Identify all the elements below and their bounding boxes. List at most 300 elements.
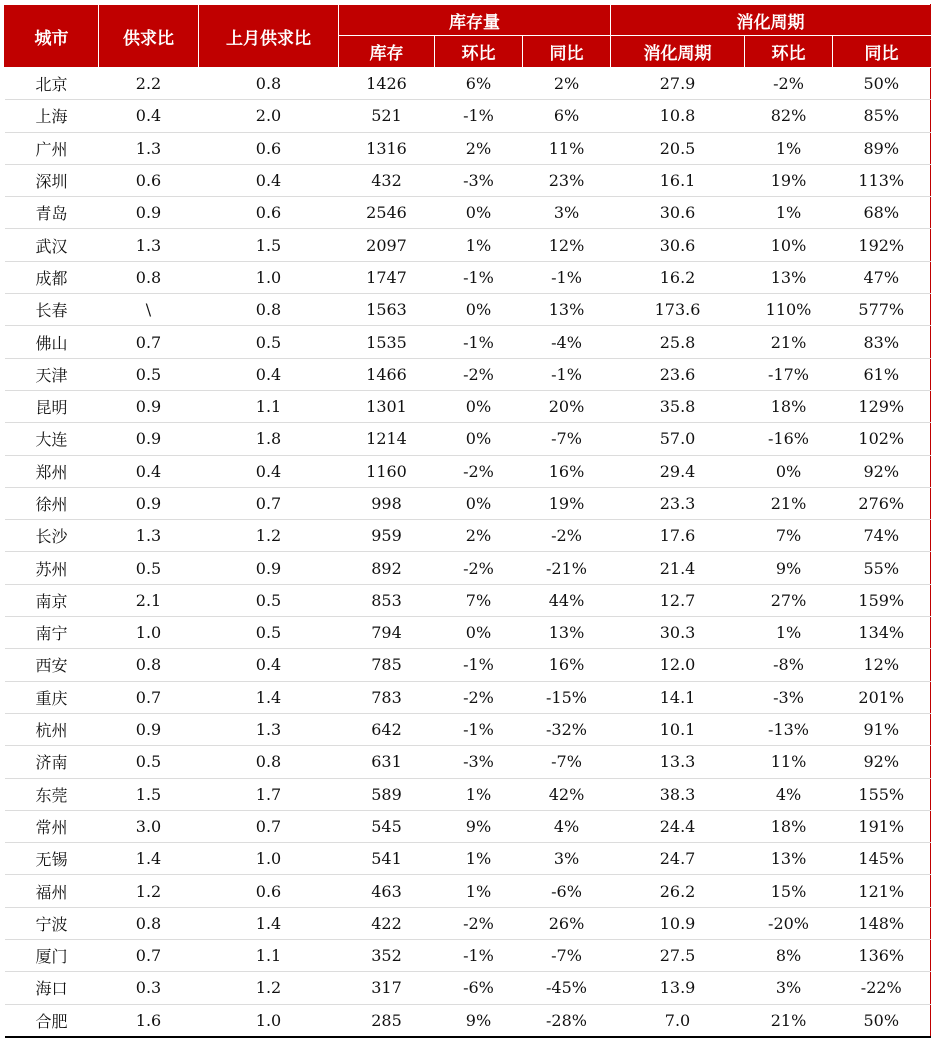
- header-city[interactable]: 城市: [5, 5, 99, 68]
- cell-inventory-mom: -2%: [435, 455, 523, 487]
- cell-digest-period: 16.1: [611, 164, 745, 196]
- cell-digest-yoy: 136%: [833, 940, 931, 972]
- cell-inventory: 1747: [339, 261, 435, 293]
- cell-inventory-yoy: -1%: [523, 261, 611, 293]
- cell-inventory: 785: [339, 649, 435, 681]
- cell-city: 南京: [5, 584, 99, 616]
- cell-inventory-mom: 1%: [435, 778, 523, 810]
- cell-supply-demand: 0.9: [99, 713, 199, 745]
- cell-inventory: 1301: [339, 390, 435, 422]
- cell-city: 重庆: [5, 681, 99, 713]
- cell-digest-period: 10.1: [611, 713, 745, 745]
- header-inventory-yoy[interactable]: 同比: [523, 36, 611, 68]
- cell-digest-yoy: 91%: [833, 713, 931, 745]
- table-row: [5, 487, 931, 519]
- cell-inventory-mom: 9%: [435, 1004, 523, 1037]
- cell-inventory-yoy: -1%: [523, 358, 611, 390]
- table-row: [5, 390, 931, 422]
- cell-last-month-supply-demand: 1.0: [199, 1004, 339, 1037]
- table-row: [5, 261, 931, 293]
- cell-last-month-supply-demand: 0.6: [199, 132, 339, 164]
- cell-supply-demand: 0.8: [99, 261, 199, 293]
- cell-digest-yoy: -22%: [833, 972, 931, 1004]
- cell-city: 郑州: [5, 455, 99, 487]
- cell-digest-yoy: 121%: [833, 875, 931, 907]
- table-row: [5, 843, 931, 875]
- cell-city: 长春: [5, 294, 99, 326]
- cell-digest-yoy: 201%: [833, 681, 931, 713]
- table-row: [5, 164, 931, 196]
- cell-city: 无锡: [5, 843, 99, 875]
- cell-inventory-yoy: 23%: [523, 164, 611, 196]
- table-row: [5, 972, 931, 1004]
- cell-inventory-yoy: 3%: [523, 197, 611, 229]
- cell-inventory-yoy: 12%: [523, 229, 611, 261]
- cell-digest-period: 10.8: [611, 100, 745, 132]
- cell-inventory-mom: -3%: [435, 164, 523, 196]
- table-row: [5, 68, 931, 100]
- cell-city: 佛山: [5, 326, 99, 358]
- cell-inventory: 1426: [339, 68, 435, 100]
- cell-last-month-supply-demand: 0.5: [199, 326, 339, 358]
- cell-city: 长沙: [5, 520, 99, 552]
- cell-last-month-supply-demand: 0.8: [199, 68, 339, 100]
- cell-inventory-mom: -1%: [435, 326, 523, 358]
- cell-digest-period: 30.3: [611, 617, 745, 649]
- cell-supply-demand: 0.9: [99, 423, 199, 455]
- cell-inventory: 998: [339, 487, 435, 519]
- cell-last-month-supply-demand: 0.4: [199, 358, 339, 390]
- header-inventory-mom[interactable]: 环比: [435, 36, 523, 68]
- cell-digest-yoy: 129%: [833, 390, 931, 422]
- cell-digest-mom: -3%: [745, 681, 833, 713]
- cell-inventory-mom: 1%: [435, 843, 523, 875]
- table-container: [4, 4, 931, 1038]
- cell-inventory-mom: -2%: [435, 358, 523, 390]
- cell-inventory-mom: 9%: [435, 810, 523, 842]
- table-row: [5, 875, 931, 907]
- cell-digest-yoy: 145%: [833, 843, 931, 875]
- cell-digest-period: 24.4: [611, 810, 745, 842]
- city-housing-table: [4, 4, 931, 1038]
- cell-inventory-mom: -1%: [435, 713, 523, 745]
- cell-inventory: 853: [339, 584, 435, 616]
- cell-digest-yoy: 12%: [833, 649, 931, 681]
- header-digest-mom[interactable]: 环比: [745, 36, 833, 68]
- cell-supply-demand: 0.5: [99, 746, 199, 778]
- cell-digest-yoy: 61%: [833, 358, 931, 390]
- cell-last-month-supply-demand: 1.2: [199, 972, 339, 1004]
- cell-digest-mom: 1%: [745, 132, 833, 164]
- cell-inventory-mom: -1%: [435, 940, 523, 972]
- table-body: [5, 68, 931, 1037]
- cell-inventory-mom: 2%: [435, 132, 523, 164]
- cell-city: 武汉: [5, 229, 99, 261]
- cell-supply-demand: \: [99, 294, 199, 326]
- cell-inventory: 285: [339, 1004, 435, 1037]
- cell-inventory: 2546: [339, 197, 435, 229]
- cell-digest-period: 25.8: [611, 326, 745, 358]
- cell-supply-demand: 0.4: [99, 455, 199, 487]
- cell-inventory-yoy: 11%: [523, 132, 611, 164]
- cell-digest-period: 20.5: [611, 132, 745, 164]
- cell-inventory-mom: -2%: [435, 552, 523, 584]
- cell-inventory-mom: -2%: [435, 681, 523, 713]
- cell-inventory-mom: 0%: [435, 423, 523, 455]
- cell-digest-mom: 8%: [745, 940, 833, 972]
- cell-supply-demand: 0.7: [99, 940, 199, 972]
- cell-digest-period: 21.4: [611, 552, 745, 584]
- cell-digest-period: 12.0: [611, 649, 745, 681]
- cell-inventory: 631: [339, 746, 435, 778]
- cell-digest-period: 27.5: [611, 940, 745, 972]
- cell-last-month-supply-demand: 0.6: [199, 197, 339, 229]
- cell-last-month-supply-demand: 1.5: [199, 229, 339, 261]
- cell-supply-demand: 0.5: [99, 552, 199, 584]
- cell-last-month-supply-demand: 0.7: [199, 487, 339, 519]
- cell-digest-yoy: 68%: [833, 197, 931, 229]
- cell-digest-period: 27.9: [611, 68, 745, 100]
- cell-digest-mom: 21%: [745, 1004, 833, 1037]
- cell-inventory: 1563: [339, 294, 435, 326]
- cell-inventory-yoy: 6%: [523, 100, 611, 132]
- cell-digest-yoy: 89%: [833, 132, 931, 164]
- cell-city: 西安: [5, 649, 99, 681]
- cell-inventory-mom: -1%: [435, 649, 523, 681]
- cell-city: 青岛: [5, 197, 99, 229]
- cell-digest-period: 13.3: [611, 746, 745, 778]
- cell-digest-mom: -16%: [745, 423, 833, 455]
- cell-inventory-mom: 0%: [435, 487, 523, 519]
- cell-digest-mom: 18%: [745, 390, 833, 422]
- cell-digest-period: 10.9: [611, 907, 745, 939]
- cell-digest-yoy: 113%: [833, 164, 931, 196]
- cell-last-month-supply-demand: 1.1: [199, 940, 339, 972]
- cell-city: 济南: [5, 746, 99, 778]
- cell-digest-yoy: 159%: [833, 584, 931, 616]
- cell-inventory-yoy: 26%: [523, 907, 611, 939]
- cell-inventory: 589: [339, 778, 435, 810]
- cell-last-month-supply-demand: 0.4: [199, 164, 339, 196]
- cell-last-month-supply-demand: 1.7: [199, 778, 339, 810]
- cell-inventory-mom: 0%: [435, 197, 523, 229]
- table-row: [5, 358, 931, 390]
- cell-digest-yoy: 50%: [833, 1004, 931, 1037]
- cell-digest-period: 57.0: [611, 423, 745, 455]
- cell-digest-period: 7.0: [611, 1004, 745, 1037]
- cell-inventory: 1535: [339, 326, 435, 358]
- cell-digest-period: 29.4: [611, 455, 745, 487]
- cell-last-month-supply-demand: 0.4: [199, 649, 339, 681]
- cell-digest-mom: 1%: [745, 197, 833, 229]
- cell-digest-yoy: 47%: [833, 261, 931, 293]
- table-row: [5, 326, 931, 358]
- cell-digest-mom: 9%: [745, 552, 833, 584]
- cell-supply-demand: 2.2: [99, 68, 199, 100]
- cell-inventory-mom: 0%: [435, 390, 523, 422]
- cell-digest-mom: 0%: [745, 455, 833, 487]
- cell-inventory-yoy: -7%: [523, 423, 611, 455]
- cell-digest-yoy: 85%: [833, 100, 931, 132]
- cell-inventory-mom: 6%: [435, 68, 523, 100]
- cell-city: 北京: [5, 68, 99, 100]
- cell-digest-mom: 110%: [745, 294, 833, 326]
- table-row: [5, 713, 931, 745]
- table-row: [5, 940, 931, 972]
- cell-inventory-yoy: -4%: [523, 326, 611, 358]
- table-row: [5, 810, 931, 842]
- cell-inventory-mom: 1%: [435, 875, 523, 907]
- cell-inventory-yoy: 2%: [523, 68, 611, 100]
- header-inventory-group: 库存量: [339, 5, 611, 36]
- cell-digest-period: 38.3: [611, 778, 745, 810]
- cell-inventory-yoy: 42%: [523, 778, 611, 810]
- cell-digest-mom: -17%: [745, 358, 833, 390]
- cell-supply-demand: 0.9: [99, 197, 199, 229]
- cell-digest-mom: 4%: [745, 778, 833, 810]
- cell-digest-mom: 7%: [745, 520, 833, 552]
- cell-digest-period: 14.1: [611, 681, 745, 713]
- table-row: [5, 552, 931, 584]
- table-row: [5, 778, 931, 810]
- cell-city: 东莞: [5, 778, 99, 810]
- table-row: [5, 584, 931, 616]
- cell-supply-demand: 0.4: [99, 100, 199, 132]
- table-header: [5, 5, 931, 68]
- cell-supply-demand: 1.2: [99, 875, 199, 907]
- cell-digest-period: 23.6: [611, 358, 745, 390]
- cell-digest-yoy: 92%: [833, 746, 931, 778]
- header-supply-demand[interactable]: 供求比: [99, 5, 199, 68]
- cell-supply-demand: 0.8: [99, 649, 199, 681]
- cell-digest-mom: -13%: [745, 713, 833, 745]
- cell-digest-mom: 15%: [745, 875, 833, 907]
- cell-inventory: 794: [339, 617, 435, 649]
- cell-inventory-yoy: -7%: [523, 940, 611, 972]
- header-digest-yoy[interactable]: 同比: [833, 36, 931, 68]
- cell-city: 合肥: [5, 1004, 99, 1037]
- cell-inventory: 1160: [339, 455, 435, 487]
- cell-city: 南宁: [5, 617, 99, 649]
- cell-last-month-supply-demand: 0.8: [199, 294, 339, 326]
- cell-digest-mom: -20%: [745, 907, 833, 939]
- cell-supply-demand: 1.3: [99, 520, 199, 552]
- cell-digest-yoy: 83%: [833, 326, 931, 358]
- cell-inventory-mom: -6%: [435, 972, 523, 1004]
- cell-digest-mom: 27%: [745, 584, 833, 616]
- cell-inventory-yoy: -32%: [523, 713, 611, 745]
- cell-digest-mom: 3%: [745, 972, 833, 1004]
- cell-last-month-supply-demand: 0.4: [199, 455, 339, 487]
- cell-city: 杭州: [5, 713, 99, 745]
- header-last-month-supply-demand[interactable]: 上月供求比: [199, 5, 339, 68]
- cell-digest-mom: 13%: [745, 843, 833, 875]
- cell-supply-demand: 1.4: [99, 843, 199, 875]
- cell-inventory: 463: [339, 875, 435, 907]
- cell-inventory: 642: [339, 713, 435, 745]
- table-row: [5, 423, 931, 455]
- cell-digest-mom: 10%: [745, 229, 833, 261]
- cell-last-month-supply-demand: 0.8: [199, 746, 339, 778]
- cell-city: 广州: [5, 132, 99, 164]
- cell-digest-yoy: 92%: [833, 455, 931, 487]
- cell-inventory: 545: [339, 810, 435, 842]
- cell-inventory: 317: [339, 972, 435, 1004]
- cell-city: 天津: [5, 358, 99, 390]
- cell-inventory: 1466: [339, 358, 435, 390]
- cell-inventory-mom: 7%: [435, 584, 523, 616]
- cell-inventory-mom: -1%: [435, 100, 523, 132]
- cell-digest-mom: 21%: [745, 326, 833, 358]
- cell-city: 成都: [5, 261, 99, 293]
- cell-digest-yoy: 148%: [833, 907, 931, 939]
- cell-city: 厦门: [5, 940, 99, 972]
- cell-digest-mom: -2%: [745, 68, 833, 100]
- cell-inventory-mom: 0%: [435, 294, 523, 326]
- cell-digest-period: 26.2: [611, 875, 745, 907]
- cell-supply-demand: 2.1: [99, 584, 199, 616]
- cell-inventory-mom: -3%: [435, 746, 523, 778]
- cell-digest-period: 30.6: [611, 197, 745, 229]
- cell-inventory: 1214: [339, 423, 435, 455]
- cell-digest-yoy: 134%: [833, 617, 931, 649]
- cell-inventory-yoy: -28%: [523, 1004, 611, 1037]
- cell-digest-mom: 1%: [745, 617, 833, 649]
- cell-inventory-mom: -2%: [435, 907, 523, 939]
- cell-digest-yoy: 102%: [833, 423, 931, 455]
- table-row: [5, 649, 931, 681]
- cell-digest-period: 173.6: [611, 294, 745, 326]
- cell-digest-yoy: 191%: [833, 810, 931, 842]
- cell-inventory-yoy: -15%: [523, 681, 611, 713]
- cell-city: 宁波: [5, 907, 99, 939]
- cell-city: 常州: [5, 810, 99, 842]
- table-row: [5, 132, 931, 164]
- table-row: [5, 520, 931, 552]
- cell-city: 深圳: [5, 164, 99, 196]
- cell-inventory-yoy: 13%: [523, 617, 611, 649]
- cell-last-month-supply-demand: 1.4: [199, 681, 339, 713]
- cell-digest-period: 17.6: [611, 520, 745, 552]
- cell-digest-period: 30.6: [611, 229, 745, 261]
- cell-supply-demand: 0.9: [99, 390, 199, 422]
- cell-inventory-yoy: 3%: [523, 843, 611, 875]
- cell-last-month-supply-demand: 0.5: [199, 617, 339, 649]
- cell-inventory-mom: -1%: [435, 261, 523, 293]
- cell-city: 昆明: [5, 390, 99, 422]
- cell-digest-yoy: 276%: [833, 487, 931, 519]
- header-digest[interactable]: 消化周期: [611, 36, 745, 68]
- table-row: [5, 197, 931, 229]
- cell-inventory-yoy: -7%: [523, 746, 611, 778]
- cell-inventory-yoy: -21%: [523, 552, 611, 584]
- cell-inventory: 521: [339, 100, 435, 132]
- cell-last-month-supply-demand: 1.4: [199, 907, 339, 939]
- cell-supply-demand: 1.3: [99, 132, 199, 164]
- cell-inventory-yoy: 20%: [523, 390, 611, 422]
- cell-inventory-yoy: 44%: [523, 584, 611, 616]
- cell-digest-yoy: 55%: [833, 552, 931, 584]
- cell-inventory-yoy: 13%: [523, 294, 611, 326]
- cell-inventory: 2097: [339, 229, 435, 261]
- table-row: [5, 907, 931, 939]
- cell-digest-period: 13.9: [611, 972, 745, 1004]
- cell-inventory-yoy: -6%: [523, 875, 611, 907]
- table-row: [5, 294, 931, 326]
- cell-inventory-yoy: 4%: [523, 810, 611, 842]
- cell-inventory: 1316: [339, 132, 435, 164]
- cell-city: 大连: [5, 423, 99, 455]
- cell-digest-mom: 82%: [745, 100, 833, 132]
- cell-digest-mom: 21%: [745, 487, 833, 519]
- cell-inventory-mom: 0%: [435, 617, 523, 649]
- cell-supply-demand: 0.7: [99, 326, 199, 358]
- cell-inventory: 352: [339, 940, 435, 972]
- cell-digest-mom: 13%: [745, 261, 833, 293]
- cell-digest-period: 35.8: [611, 390, 745, 422]
- header-digest-group: 消化周期: [611, 5, 931, 36]
- cell-inventory-yoy: 16%: [523, 455, 611, 487]
- cell-supply-demand: 0.5: [99, 358, 199, 390]
- table-row: [5, 1004, 931, 1037]
- cell-last-month-supply-demand: 0.5: [199, 584, 339, 616]
- cell-inventory-yoy: 16%: [523, 649, 611, 681]
- table-row: [5, 746, 931, 778]
- cell-digest-period: 16.2: [611, 261, 745, 293]
- cell-supply-demand: 0.7: [99, 681, 199, 713]
- cell-digest-yoy: 155%: [833, 778, 931, 810]
- cell-digest-mom: 19%: [745, 164, 833, 196]
- cell-last-month-supply-demand: 1.8: [199, 423, 339, 455]
- cell-digest-yoy: 50%: [833, 68, 931, 100]
- header-inventory[interactable]: 库存: [339, 36, 435, 68]
- cell-inventory: 959: [339, 520, 435, 552]
- table-row: [5, 100, 931, 132]
- cell-city: 徐州: [5, 487, 99, 519]
- cell-last-month-supply-demand: 0.9: [199, 552, 339, 584]
- cell-digest-period: 12.7: [611, 584, 745, 616]
- cell-city: 海口: [5, 972, 99, 1004]
- cell-last-month-supply-demand: 0.6: [199, 875, 339, 907]
- cell-inventory: 432: [339, 164, 435, 196]
- cell-supply-demand: 0.6: [99, 164, 199, 196]
- table-row: [5, 617, 931, 649]
- cell-inventory: 783: [339, 681, 435, 713]
- cell-supply-demand: 3.0: [99, 810, 199, 842]
- cell-last-month-supply-demand: 1.3: [199, 713, 339, 745]
- cell-inventory: 892: [339, 552, 435, 584]
- cell-supply-demand: 1.3: [99, 229, 199, 261]
- cell-inventory: 541: [339, 843, 435, 875]
- cell-last-month-supply-demand: 2.0: [199, 100, 339, 132]
- cell-digest-mom: -8%: [745, 649, 833, 681]
- table-row: [5, 229, 931, 261]
- cell-supply-demand: 0.8: [99, 907, 199, 939]
- cell-digest-period: 24.7: [611, 843, 745, 875]
- cell-inventory-yoy: -2%: [523, 520, 611, 552]
- cell-last-month-supply-demand: 1.0: [199, 843, 339, 875]
- cell-city: 苏州: [5, 552, 99, 584]
- cell-inventory-yoy: 19%: [523, 487, 611, 519]
- cell-last-month-supply-demand: 1.2: [199, 520, 339, 552]
- cell-inventory-yoy: -45%: [523, 972, 611, 1004]
- cell-digest-period: 23.3: [611, 487, 745, 519]
- cell-city: 福州: [5, 875, 99, 907]
- cell-digest-mom: 18%: [745, 810, 833, 842]
- cell-digest-yoy: 577%: [833, 294, 931, 326]
- cell-digest-yoy: 192%: [833, 229, 931, 261]
- cell-supply-demand: 0.9: [99, 487, 199, 519]
